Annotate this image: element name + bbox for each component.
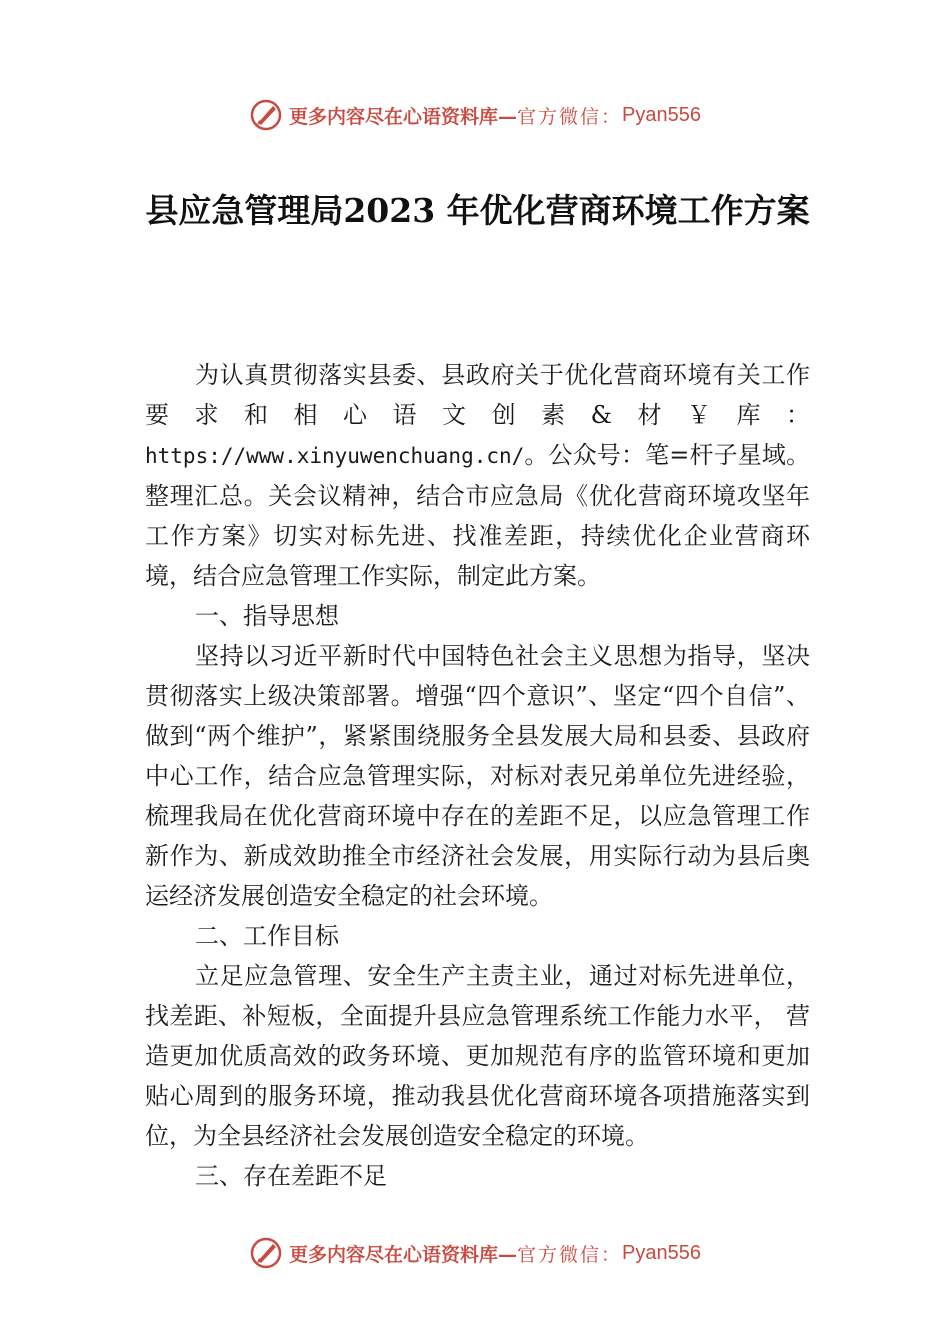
header-wechat-id: Pyan556 (622, 103, 701, 126)
document-body (145, 355, 810, 1196)
footer-wechat-id: Pyan556 (622, 1241, 701, 1264)
header-banner (0, 95, 950, 135)
document-title: 县应急管理局2023 年优化营商环境工作方案 (145, 191, 810, 230)
header-banner-text: 更多内容尽在心语资料库— (289, 105, 518, 128)
section3-heading: 三、存在差距不足 (195, 1162, 387, 1190)
intro-text-1: 为认真贯彻落实县委、县政府关于优化营商环境有关工作要求和相心语文创素&材￥库： (145, 361, 810, 429)
section2-body: 立足应急管理、安全生产主责主业，通过对标先进单位，找差距、补短板，全面提升县应急管理系统工作能力水平， 营造更加优质高效的政务环境、更加规范有序的监管环境和更加贴心周到的服务环境，推动我县优化营商环境各项措施落实到位，为全县经济社会发展创造安全稳定的环境。 (145, 962, 810, 1150)
pen-logo-icon (249, 98, 283, 132)
footer-wechat-label: 官方微信： (517, 1243, 623, 1266)
pen-logo-icon (249, 1236, 283, 1270)
section1-body: 坚持以习近平新时代中国特色社会主义思想为指导，坚决贯彻落实上级决策部署。增强“四个意识”、坚定“四个自信”、做到“两个维护”，紧紧围绕服务全县发展大局和县委、县政府中心工作，结合应急管理实际，对标对表兄弟单位先进经验，梳理我局在优化营商环境中存在的差距不足，以应急管理工作新作为、新成效助推全市经济社会发展，用实际行动为县后奥运经济发展创造安全稳定的社会环境。 (145, 642, 810, 910)
footer-banner (0, 1233, 950, 1273)
footer-banner-text: 更多内容尽在心语资料库— (289, 1243, 518, 1266)
header-wechat-label: 官方微信： (517, 105, 623, 128)
section2-heading: 二、工作目标 (195, 922, 339, 950)
section1-heading: 一、指导思想 (195, 602, 339, 630)
intro-paragraph (145, 355, 810, 596)
intro-url: https://www.xinyuwenchuang.cn/ (145, 444, 525, 468)
intro-text-2: 。公众号：笔=杆子星域。整理汇总。关会议精神，结合市应急局《优化营商环境攻坚年工作方案》切实对标先进、找准差距，持续优化企业营商环境，结合应急管理工作实际，制定此方案。 (145, 441, 810, 590)
